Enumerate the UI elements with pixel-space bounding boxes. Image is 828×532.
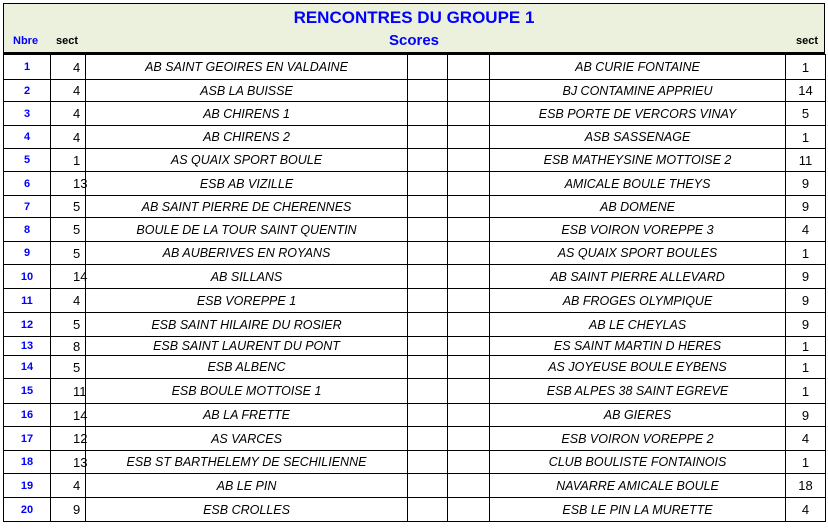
- away-sector: 9: [786, 196, 826, 218]
- home-score[interactable]: [408, 427, 448, 451]
- home-score[interactable]: [408, 498, 448, 522]
- away-score[interactable]: [448, 80, 490, 102]
- match-number: 5: [4, 149, 51, 172]
- away-score[interactable]: [448, 218, 490, 242]
- away-team: AB DOMENE: [490, 196, 786, 218]
- home-team: AB AUBERIVES EN ROYANS: [86, 242, 408, 265]
- away-sector: 1: [786, 126, 826, 149]
- home-team: ESB ST BARTHELEMY DE SECHILIENNE: [86, 451, 408, 474]
- match-number: 3: [4, 102, 51, 126]
- away-sector: 18: [786, 474, 826, 498]
- away-team: AS QUAIX SPORT BOULES: [490, 242, 786, 265]
- away-sector: 1: [786, 356, 826, 379]
- home-sector: 4: [51, 126, 86, 149]
- match-number: 18: [4, 451, 51, 474]
- away-team: AB CURIE FONTAINE: [490, 55, 786, 80]
- home-team: ASB LA BUISSE: [86, 80, 408, 102]
- away-team: ESB VOIRON VOREPPE 3: [490, 218, 786, 242]
- away-score[interactable]: [448, 102, 490, 126]
- table-row: [4, 474, 826, 498]
- away-sector: 4: [786, 498, 826, 522]
- away-team: AB FROGES OLYMPIQUE: [490, 289, 786, 313]
- match-number: 14: [4, 356, 51, 379]
- away-team: AB SAINT PIERRE ALLEVARD: [490, 265, 786, 289]
- table-row: [4, 427, 826, 451]
- away-score[interactable]: [448, 55, 490, 80]
- away-score[interactable]: [448, 126, 490, 149]
- home-sector: 11: [51, 379, 86, 404]
- away-sector: 9: [786, 313, 826, 337]
- table-row: [4, 356, 826, 379]
- table-row: [4, 289, 826, 313]
- table-row: [4, 313, 826, 337]
- away-sector: 9: [786, 289, 826, 313]
- table-row: [4, 451, 826, 474]
- home-score[interactable]: [408, 356, 448, 379]
- away-team: ESB ALPES 38 SAINT EGREVE: [490, 379, 786, 404]
- away-sector: 1: [786, 242, 826, 265]
- away-score[interactable]: [448, 379, 490, 404]
- home-team: ESB BOULE MOTTOISE 1: [86, 379, 408, 404]
- away-team: ESB MATHEYSINE MOTTOISE 2: [490, 149, 786, 172]
- matches-table: [3, 54, 826, 522]
- match-number: 16: [4, 404, 51, 427]
- match-number: 17: [4, 427, 51, 451]
- away-team: NAVARRE AMICALE BOULE: [490, 474, 786, 498]
- away-sector: 4: [786, 427, 826, 451]
- home-team: BOULE DE LA TOUR SAINT QUENTIN: [86, 218, 408, 242]
- match-number: 20: [4, 498, 51, 522]
- table-row: [4, 102, 826, 126]
- home-score[interactable]: [408, 313, 448, 337]
- home-score[interactable]: [408, 126, 448, 149]
- away-team: AB GIERES: [490, 404, 786, 427]
- home-score[interactable]: [408, 55, 448, 80]
- home-sector: 4: [51, 80, 86, 102]
- table-row: [4, 149, 826, 172]
- table-row: [4, 126, 826, 149]
- away-team: BJ CONTAMINE APPRIEU: [490, 80, 786, 102]
- match-number: 7: [4, 196, 51, 218]
- away-score[interactable]: [448, 172, 490, 196]
- away-score[interactable]: [448, 498, 490, 522]
- away-team: AMICALE BOULE THEYS: [490, 172, 786, 196]
- home-sector: 13: [51, 172, 86, 196]
- home-team: AB SAINT GEOIRES EN VALDAINE: [86, 55, 408, 80]
- away-sector: 9: [786, 265, 826, 289]
- home-team: AB CHIRENS 2: [86, 126, 408, 149]
- home-team: ESB ALBENC: [86, 356, 408, 379]
- home-score[interactable]: [408, 379, 448, 404]
- home-team: AB LA FRETTE: [86, 404, 408, 427]
- match-number: 12: [4, 313, 51, 337]
- match-number: 9: [4, 242, 51, 265]
- away-sector: 1: [786, 451, 826, 474]
- match-number: 11: [4, 289, 51, 313]
- home-score[interactable]: [408, 196, 448, 218]
- table-row: [4, 172, 826, 196]
- home-sector: 5: [51, 242, 86, 265]
- away-score[interactable]: [448, 196, 490, 218]
- match-number: 19: [4, 474, 51, 498]
- away-score[interactable]: [448, 149, 490, 172]
- home-score[interactable]: [408, 218, 448, 242]
- home-score[interactable]: [408, 289, 448, 313]
- home-sector: 12: [51, 427, 86, 451]
- table-row: [4, 242, 826, 265]
- table-row: [4, 80, 826, 102]
- home-sector: 4: [51, 289, 86, 313]
- home-team: ESB VOREPPE 1: [86, 289, 408, 313]
- home-score[interactable]: [408, 149, 448, 172]
- home-sector: 5: [51, 313, 86, 337]
- home-team: AB SILLANS: [86, 265, 408, 289]
- away-score[interactable]: [448, 265, 490, 289]
- match-number: 8: [4, 218, 51, 242]
- away-score[interactable]: [448, 356, 490, 379]
- away-sector: 5: [786, 102, 826, 126]
- home-sector: 9: [51, 498, 86, 522]
- away-sector: 1: [786, 55, 826, 80]
- away-score[interactable]: [448, 451, 490, 474]
- header-sect-right: sect: [795, 35, 818, 47]
- home-sector: 5: [51, 218, 86, 242]
- match-number: 10: [4, 265, 51, 289]
- away-team: ESB PORTE DE VERCORS VINAY: [490, 102, 786, 126]
- home-score[interactable]: [408, 337, 448, 356]
- home-team: AB SAINT PIERRE DE CHERENNES: [86, 196, 408, 218]
- home-team: ESB SAINT HILAIRE DU ROSIER: [86, 313, 408, 337]
- sheet-title: RENCONTRES DU GROUPE 1: [3, 3, 825, 30]
- match-number: 6: [4, 172, 51, 196]
- home-sector: 5: [51, 356, 86, 379]
- home-score[interactable]: [408, 172, 448, 196]
- away-score[interactable]: [448, 313, 490, 337]
- header-nbre: Nbre: [13, 35, 39, 47]
- away-sector: 9: [786, 172, 826, 196]
- table-row: [4, 379, 826, 404]
- home-score[interactable]: [408, 265, 448, 289]
- home-team: ESB AB VIZILLE: [86, 172, 408, 196]
- away-score[interactable]: [448, 289, 490, 313]
- home-score[interactable]: [408, 242, 448, 265]
- table-row: [4, 218, 826, 242]
- away-score[interactable]: [448, 242, 490, 265]
- home-score[interactable]: [408, 474, 448, 498]
- away-team: CLUB BOULISTE FONTAINOIS: [490, 451, 786, 474]
- away-team: ASB SASSENAGE: [490, 126, 786, 149]
- match-sheet: [3, 3, 825, 522]
- away-sector: 1: [786, 337, 826, 356]
- home-sector: 1: [51, 149, 86, 172]
- home-team: AS VARCES: [86, 427, 408, 451]
- match-number: 13: [4, 337, 51, 356]
- home-sector: 8: [51, 337, 86, 356]
- home-score[interactable]: [408, 404, 448, 427]
- home-sector: 13: [51, 451, 86, 474]
- table-row: [4, 55, 826, 80]
- away-team: AB LE CHEYLAS: [490, 313, 786, 337]
- away-sector: 1: [786, 379, 826, 404]
- away-sector: 11: [786, 149, 826, 172]
- away-team: ES SAINT MARTIN D HERES: [490, 337, 786, 356]
- match-number: 2: [4, 80, 51, 102]
- match-number: 4: [4, 126, 51, 149]
- home-sector: 14: [51, 265, 86, 289]
- header-scores: Scores: [388, 32, 440, 49]
- home-score[interactable]: [408, 451, 448, 474]
- away-sector: 14: [786, 80, 826, 102]
- away-score[interactable]: [448, 427, 490, 451]
- home-sector: 4: [51, 55, 86, 80]
- table-row: [4, 337, 826, 356]
- column-header-row: [3, 30, 825, 54]
- table-row: [4, 498, 826, 522]
- away-score[interactable]: [448, 474, 490, 498]
- home-team: AS QUAIX SPORT BOULE: [86, 149, 408, 172]
- home-sector: 4: [51, 474, 86, 498]
- home-sector: 4: [51, 102, 86, 126]
- match-number: 1: [4, 55, 51, 80]
- home-score[interactable]: [408, 102, 448, 126]
- table-row: [4, 196, 826, 218]
- away-score[interactable]: [448, 404, 490, 427]
- away-team: ESB VOIRON VOREPPE 2: [490, 427, 786, 451]
- away-score[interactable]: [448, 337, 490, 356]
- match-number: 15: [4, 379, 51, 404]
- away-sector: 9: [786, 404, 826, 427]
- home-team: AB CHIRENS 1: [86, 102, 408, 126]
- home-sector: 14: [51, 404, 86, 427]
- home-sector: 5: [51, 196, 86, 218]
- header-sect-left: sect: [56, 35, 79, 47]
- home-score[interactable]: [408, 80, 448, 102]
- away-team: AS JOYEUSE BOULE EYBENS: [490, 356, 786, 379]
- table-row: [4, 265, 826, 289]
- home-team: ESB SAINT LAURENT DU PONT: [86, 337, 408, 356]
- away-sector: 4: [786, 218, 826, 242]
- home-team: ESB CROLLES: [86, 498, 408, 522]
- away-team: ESB LE PIN LA MURETTE: [490, 498, 786, 522]
- table-row: [4, 404, 826, 427]
- home-team: AB LE PIN: [86, 474, 408, 498]
